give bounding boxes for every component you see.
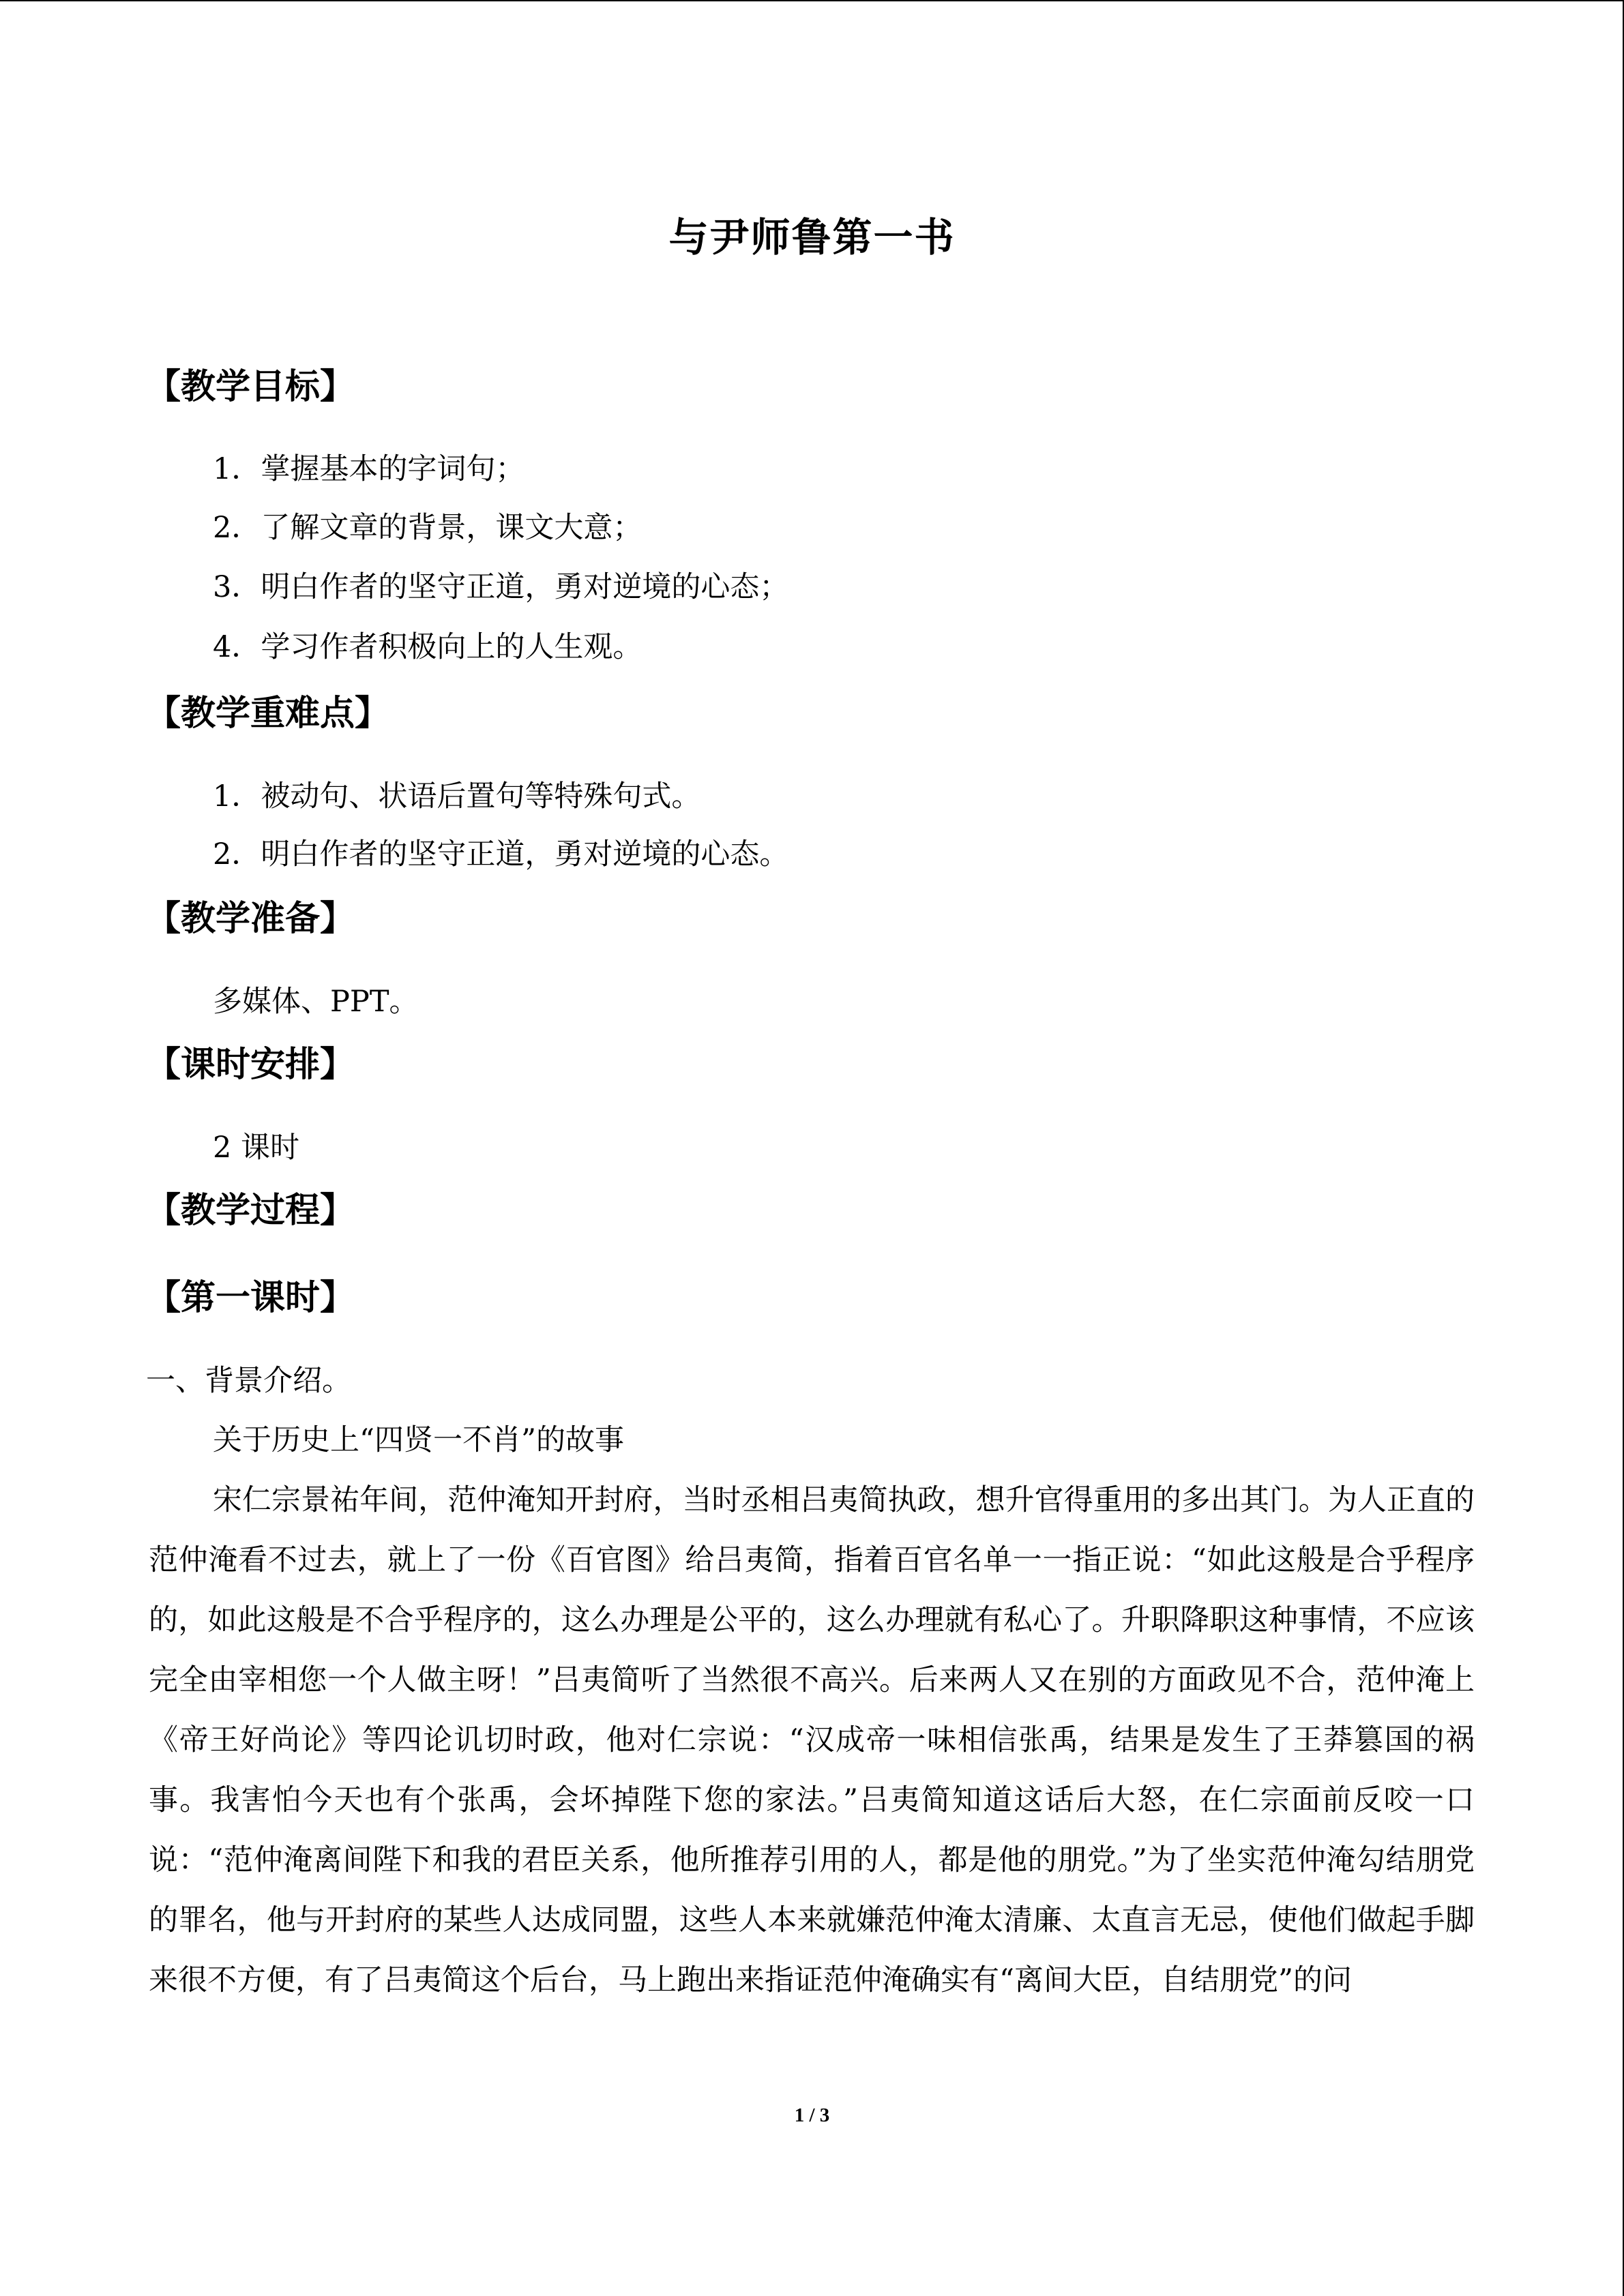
story-paragraph: 宋仁宗景祐年间，范仲淹知开封府，当时丞相吕夷简执政，想升官得重用的多出其门。为人正直的范仲淹看不过去，就上了一份《百官图》给吕夷简，指着百官名单一一指正说：“如此这般是合乎程序的，如此这般是不合乎程序的，这么办理是公平的，这么办理就有私心了。升职降职这种事情，不应该完全由宰相您一个人做主呀！”吕夷简听了当然很不高兴。后来两人又在别的方面政见不合，范仲淹上《帝王好尚论》等四论讥切时政，他对仁宗说：“汉成帝一味相信张禹，结果是发生了王莽篡国的祸事。我害怕今天也有个张禹，会坏掉陛下您的家法。”吕夷简知道这话后大怒，在仁宗面前反咬一口说：“范仲淹离间陛下和我的君臣关系，他所推荐引用的人，都是他的朋党。”为了坐实范仲淹勾结朋党的罪名，他与开封府的某些人达成同盟，这些人本来就嫌范仲淹太清廉、太直言无忌，使他们做起手脚来很不方便，有了吕夷简这个后台，马上跑出来指证范仲淹确实有“离间大臣，自结朋党”的问	[149, 1483, 1475, 1997]
story-title: 关于历史上“四贤一不肖”的故事	[213, 1423, 624, 1457]
step-one-label: 一、背景介绍。	[146, 1364, 351, 1398]
preparation-text: 多媒体、PPT。	[213, 985, 419, 1019]
heading-process: 【教学过程】	[146, 1191, 355, 1231]
heading-key-points: 【教学重难点】	[146, 694, 390, 734]
heading-schedule: 【课时安排】	[146, 1045, 355, 1085]
objective-item: 4．学习作者积极向上的人生观。	[213, 630, 643, 664]
objective-item: 2．了解文章的背景，课文大意；	[213, 511, 643, 545]
key-point-item: 2．明白作者的坚守正道，勇对逆境的心态。	[213, 837, 789, 871]
heading-preparation: 【教学准备】	[146, 899, 355, 939]
document-title: 与尹师鲁第一书	[668, 214, 956, 260]
objective-item: 1．掌握基本的字词句；	[213, 452, 525, 486]
key-point-item: 1．被动句、状语后置句等特殊句式。	[213, 779, 701, 814]
heading-objectives: 【教学目标】	[146, 367, 355, 407]
schedule-text: 2 课时	[213, 1131, 300, 1165]
page-number: 1 / 3	[794, 2104, 830, 2126]
heading-first-lesson: 【第一课时】	[146, 1278, 355, 1318]
objective-item: 3．明白作者的坚守正道，勇对逆境的心态；	[213, 570, 789, 604]
